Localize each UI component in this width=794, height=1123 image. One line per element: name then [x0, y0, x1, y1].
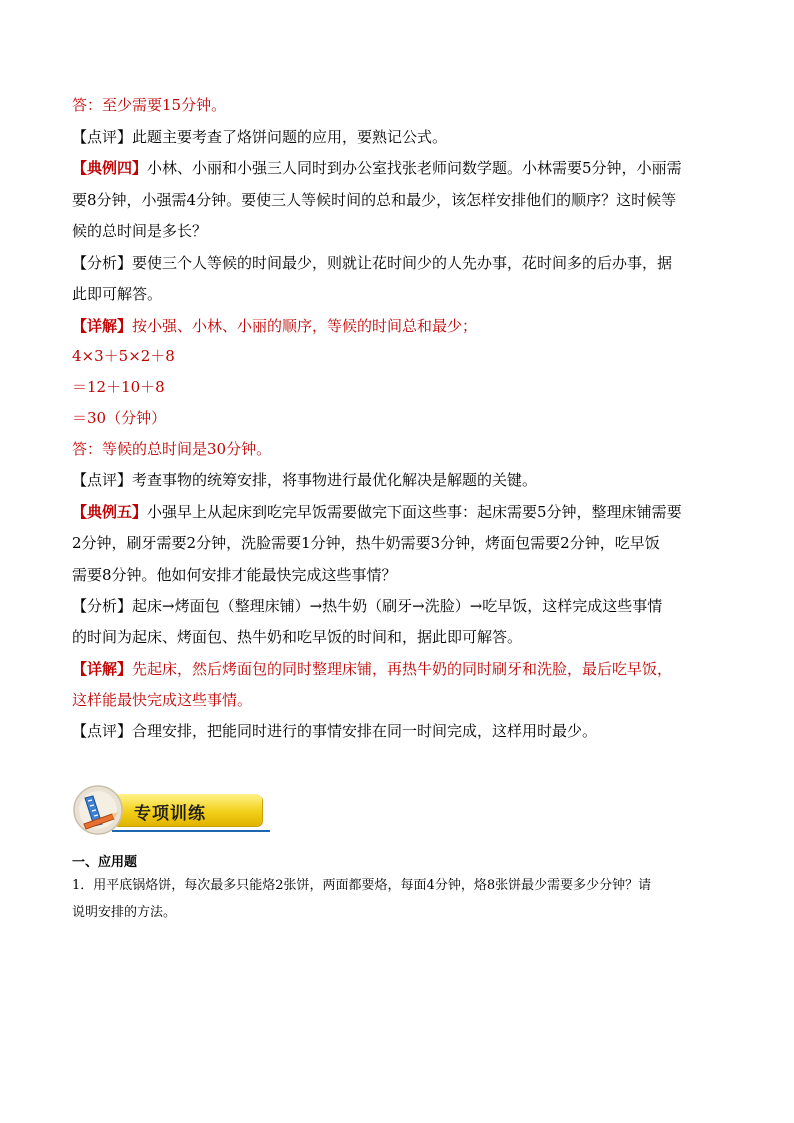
example-4-tag: 【典例四】 — [72, 159, 148, 177]
analysis-text: 起床→烤面包（整理床铺）→热牛奶（刷牙→洗脸）→吃早饭，这样完成这些事情 — [132, 597, 663, 615]
analysis-tag: 【分析】 — [72, 597, 133, 615]
comment-text: 合理安排，把能同时进行的事情安排在同一时间完成，这样用时最少。 — [132, 722, 598, 740]
comment-4 — [72, 470, 732, 490]
example-4-line-3: 候的总时间是多长？ — [72, 222, 208, 240]
banner-label: 专项训练 — [134, 804, 206, 824]
analysis-tag: 【分析】 — [72, 254, 133, 272]
section-title: 一、应用题 — [72, 855, 138, 870]
answer-1: 答：至少需要15分钟。 — [72, 96, 227, 114]
analysis-5-line-2: 的时间为起床、烤面包、热牛奶和吃早饭的时间和，据此即可解答。 — [72, 628, 523, 646]
example-5-tag: 【典例五】 — [72, 503, 148, 521]
comment-1 — [72, 127, 732, 147]
question-1-line-2: 说明安排的方法。 — [72, 905, 177, 920]
banner-underline — [112, 830, 270, 832]
example-5-line-3: 需要8分钟。他如何安排才能最快完成这些事情？ — [72, 566, 397, 584]
comment-tag: 【点评】 — [72, 722, 133, 740]
comment-tag: 【点评】 — [72, 471, 133, 489]
calc-line-1: 4×3＋5×2＋8 — [72, 347, 175, 365]
example-4-text: 小林、小丽和小强三人同时到办公室找张老师问数学题。小林需要5分钟，小丽需 — [147, 159, 682, 177]
detail-text: 先起床，然后烤面包的同时整理床铺，再热牛奶的同时刷牙和洗脸，最后吃早饭， — [132, 660, 673, 678]
ruler-pencil-icon — [72, 784, 124, 836]
example-5-line-1 — [72, 502, 732, 522]
calc-line-3: ＝30（分钟） — [72, 409, 167, 427]
example-5-text: 小强早上从起床到吃完早饭需要做完下面这些事：起床需要5分钟，整理床铺需要 — [147, 503, 682, 521]
example-5-line-2: 2分钟，刷牙需要2分钟，洗脸需要1分钟，热牛奶需要3分钟，烤面包需要2分钟，吃早饭 — [72, 534, 660, 552]
section-banner — [72, 784, 272, 836]
analysis-4-line-2: 此即可解答。 — [72, 285, 163, 303]
detail-text: 按小强、小林、小丽的顺序，等候的时间总和最少； — [132, 317, 478, 335]
analysis-text: 要使三个人等候的时间最少，则就让花时间少的人先办事，花时间多的后办事，据 — [132, 254, 673, 272]
detail-tag: 【详解】 — [72, 660, 133, 678]
analysis-5-line-1 — [72, 596, 732, 616]
calc-line-2: ＝12＋10＋8 — [72, 378, 165, 396]
question-1-line-1: 1．用平底锅烙饼，每次最多只能烙2张饼，两面都要烙，每面4分钟，烙8张饼最少需要多少分钟？请 — [72, 878, 652, 893]
comment-text: 考查事物的统筹安排，将事物进行最优化解决是解题的关键。 — [132, 471, 538, 489]
comment-tag: 【点评】 — [72, 128, 133, 146]
comment-5 — [72, 721, 732, 741]
detail-5-line-1 — [72, 659, 732, 679]
detail-5-line-2: 这样能最快完成这些事情。 — [72, 691, 253, 709]
answer-4: 答：等候的总时间是30分钟。 — [72, 440, 272, 458]
detail-4 — [72, 316, 732, 336]
example-4-line-1 — [72, 158, 732, 178]
example-4-line-2: 要8分钟，小强需4分钟。要使三人等候时间的总和最少，该怎样安排他们的顺序？这时候等 — [72, 191, 677, 209]
comment-text: 此题主要考查了烙饼问题的应用，要熟记公式。 — [132, 128, 448, 146]
analysis-4-line-1 — [72, 253, 732, 273]
detail-tag: 【详解】 — [72, 317, 133, 335]
